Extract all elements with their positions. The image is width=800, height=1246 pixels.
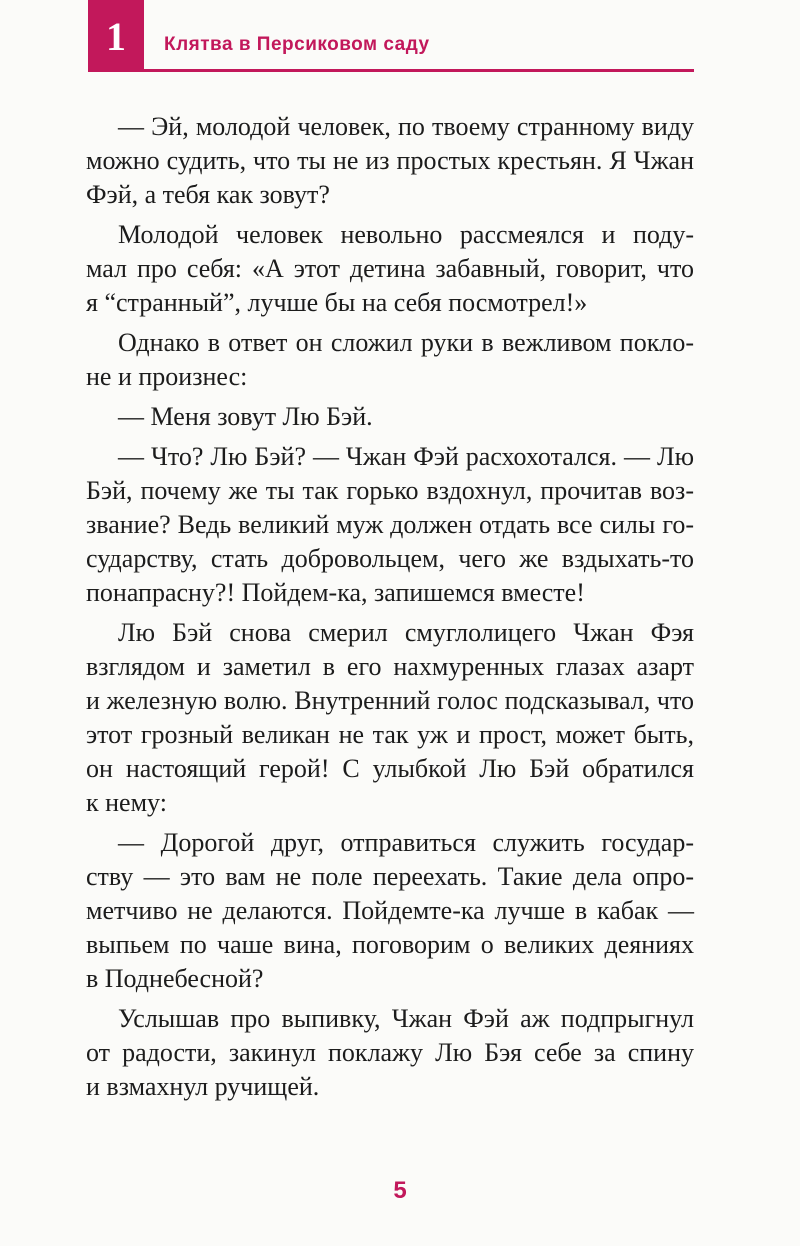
text-line: Однако в ответ он сложил руки в вежливом покло- bbox=[118, 328, 694, 357]
running-header bbox=[0, 0, 800, 80]
text-line: от радости, закинул поклажу Лю Бэя себе за спину bbox=[86, 1038, 694, 1067]
paragraph bbox=[86, 440, 694, 610]
body-text bbox=[86, 110, 694, 1110]
text-line: взглядом и заметил в его нахмуренных глазах азарт bbox=[86, 652, 694, 681]
text-line: — Что? Лю Бэй? — Чжан Фэй расхохотался. — Лю bbox=[118, 442, 694, 471]
text-line: понапрасну?! Пойдем-ка, запишемся вместе! bbox=[86, 578, 585, 607]
text-line: ству — это вам не поле переехать. Такие дела опро- bbox=[86, 862, 694, 891]
text-line: и взмахнул ручищей. bbox=[86, 1072, 320, 1101]
paragraph bbox=[86, 218, 694, 320]
text-line: Фэй, а тебя как зовут? bbox=[86, 180, 330, 209]
text-line: Бэй, почему же ты так горько вздохнул, прочитав воз- bbox=[86, 476, 694, 505]
text-line: этот грозный великан не так уж и прост, может быть, bbox=[86, 720, 694, 749]
text-line: — Меня зовут Лю Бэй. bbox=[118, 402, 373, 431]
text-line: — Эй, молодой человек, по твоему странному виду bbox=[118, 112, 694, 141]
page-number: 5 bbox=[393, 1177, 407, 1204]
text-line: Услышав про выпивку, Чжан Фэй аж подпрыгнул bbox=[118, 1004, 694, 1033]
text-line: Лю Бэй снова смерил смуглолицего Чжан Фэя bbox=[118, 618, 694, 647]
text-line: метчиво не делаются. Пойдемте-ка лучше в кабак — bbox=[86, 896, 694, 925]
paragraph bbox=[86, 110, 694, 212]
text-line: к нему: bbox=[86, 788, 167, 817]
paragraph bbox=[86, 1002, 694, 1104]
chapter-number-badge: 1 bbox=[88, 0, 144, 72]
text-line: можно судить, что ты не из простых крестьян. Я Чжан bbox=[86, 146, 694, 175]
text-line: и железную волю. Внутренний голос подсказывал, что bbox=[86, 686, 694, 715]
text-line: мал про себя: «А этот детина забавный, говорит, что bbox=[86, 254, 694, 283]
text-line: сударству, стать добровольцем, чего же вздыхать-то bbox=[86, 544, 694, 573]
text-line: я “странный”, лучше бы на себя посмотрел!» bbox=[86, 288, 588, 317]
text-line: в Поднебесной? bbox=[86, 964, 264, 993]
text-line: он настоящий герой! С улыбкой Лю Бэй обратился bbox=[86, 754, 694, 783]
header-rule bbox=[88, 69, 694, 72]
paragraph bbox=[118, 400, 694, 434]
text-line: — Дорогой друг, отправиться служить государ- bbox=[118, 828, 694, 857]
chapter-title: Клятва в Персиковом саду bbox=[164, 34, 430, 55]
paragraph bbox=[86, 826, 694, 996]
text-line: не и произнес: bbox=[86, 362, 248, 391]
text-line: выпьем по чаше вина, поговорим о великих деяниях bbox=[86, 930, 694, 959]
text-line: звание? Ведь великий муж должен отдать все силы го- bbox=[86, 510, 694, 539]
paragraph bbox=[86, 616, 694, 820]
paragraph bbox=[86, 326, 694, 394]
text-line: Молодой человек невольно рассмеялся и поду- bbox=[118, 220, 694, 249]
